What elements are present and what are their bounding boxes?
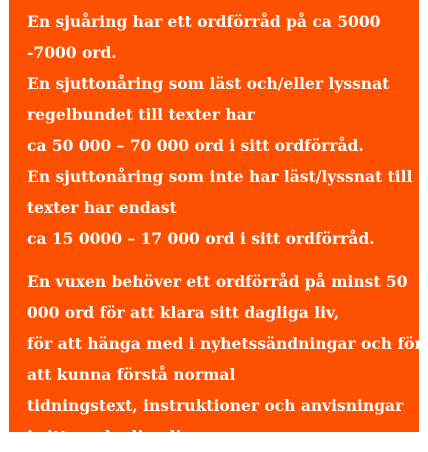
text-line: -7000 ord. bbox=[27, 43, 117, 62]
text-line: En sjuttonåring som läst och/eller lyssnat bbox=[27, 74, 390, 93]
text-line: ca 15 0000 – 17 000 ord i sitt ordförråd. bbox=[27, 229, 375, 248]
text-line: i sitt vardagliga liv. bbox=[27, 427, 195, 446]
text-line: En sjuåring har ett ordförråd på ca 5000 bbox=[27, 12, 381, 31]
text-line: regelbundet till texter har bbox=[27, 105, 255, 124]
text-line: för att hänga med i nyhetssändningar och för bbox=[27, 334, 423, 353]
text-line: En vuxen behöver ett ordförråd på minst 50 bbox=[27, 272, 408, 291]
vocabulary-children-paragraph bbox=[27, 6, 417, 254]
text-line: ca 50 000 – 70 000 ord i sitt ordförråd. bbox=[27, 136, 364, 155]
info-card bbox=[9, 0, 423, 446]
text-line: En sjuttonåring som inte har läst/lyssnat till bbox=[27, 167, 413, 186]
text-line: tidningstext, instruktioner och anvisningar bbox=[27, 396, 404, 415]
text-line: att kunna förstå normal bbox=[27, 365, 236, 384]
text-line: texter har endast bbox=[27, 198, 177, 217]
text-line: 000 ord för att klara sitt dagliga liv, bbox=[27, 303, 340, 322]
vocabulary-adult-paragraph bbox=[27, 266, 423, 452]
